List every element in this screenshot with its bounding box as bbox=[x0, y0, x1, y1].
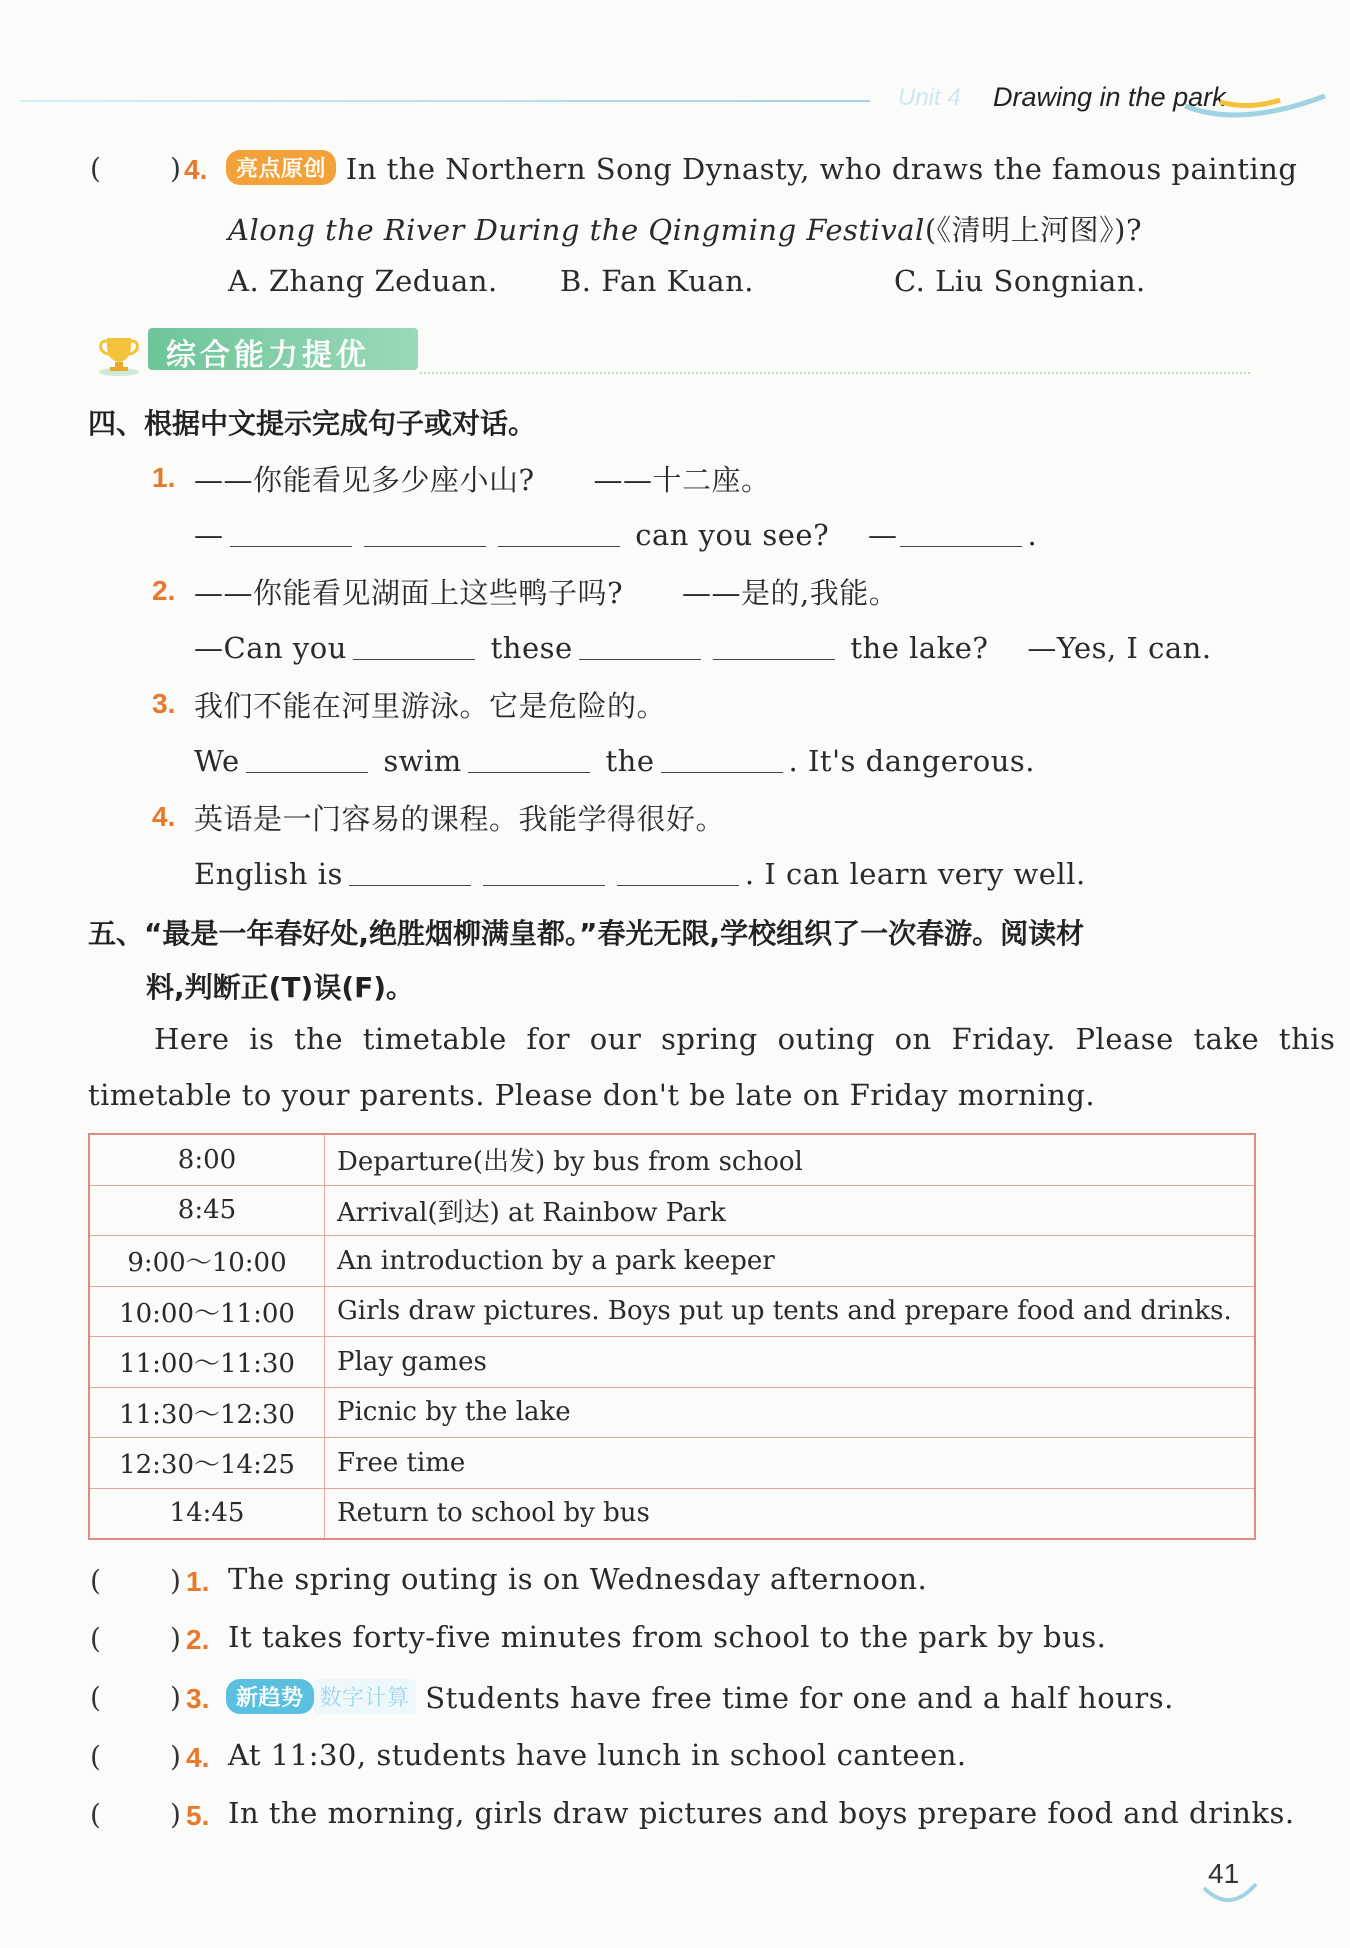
event-cell: Play games bbox=[325, 1337, 1256, 1388]
header-swoosh-icon bbox=[1180, 88, 1330, 128]
time-cell: 8:45 bbox=[89, 1185, 325, 1236]
question-number: 4. bbox=[184, 154, 208, 185]
item-en bbox=[194, 857, 1086, 891]
event-cell: Free time bbox=[325, 1438, 1256, 1489]
table-row bbox=[89, 1387, 1255, 1438]
event-cell: Return to school by bus bbox=[325, 1488, 1256, 1539]
trend-tag: 新趋势 bbox=[226, 1679, 314, 1714]
question-text: In the Northern Song Dynasty, who draws the famous painting bbox=[345, 152, 1298, 186]
page-corner-arc-icon bbox=[1200, 1880, 1260, 1910]
event-cell: Arrival(到达) at Rainbow Park bbox=[325, 1185, 1256, 1236]
question-text: In the morning, girls draw pictures and boys prepare food and drinks. bbox=[228, 1796, 1295, 1830]
answer-blank[interactable] bbox=[230, 524, 352, 547]
item-en-text: We bbox=[194, 744, 240, 778]
part4-heading: 四、根据中文提示完成句子或对话。 bbox=[88, 407, 537, 440]
item-en-text: the lake? bbox=[850, 631, 989, 665]
item-number: 2. bbox=[152, 575, 176, 606]
question-number: 3. bbox=[186, 1683, 210, 1714]
answer-blank[interactable] bbox=[246, 750, 368, 773]
answer-blank[interactable] bbox=[900, 524, 1022, 547]
item-en bbox=[194, 631, 1212, 665]
answer-blank[interactable] bbox=[349, 863, 471, 886]
timetable bbox=[88, 1133, 1256, 1540]
item-en bbox=[194, 744, 1035, 778]
answer-paren-open[interactable]: ( bbox=[90, 1798, 101, 1831]
item-number: 1. bbox=[152, 462, 176, 493]
table-row bbox=[89, 1236, 1255, 1287]
item-en-text: —Can you bbox=[194, 631, 347, 665]
question-text: Students have free time for one and a half hours. bbox=[425, 1681, 1174, 1715]
item-en-text: . bbox=[1027, 518, 1038, 552]
answer-paren-close: ) bbox=[170, 1564, 181, 1597]
item-en-text: these bbox=[490, 631, 573, 665]
question-number: 2. bbox=[186, 1624, 210, 1655]
item-number: 3. bbox=[152, 688, 176, 719]
option-b[interactable]: B. Fan Kuan. bbox=[560, 264, 754, 298]
trophy-icon bbox=[96, 332, 142, 376]
calc-tag: 数字计算 bbox=[314, 1679, 416, 1714]
question-number: 1. bbox=[186, 1566, 210, 1597]
item-cn: 我们不能在河里游泳。它是危险的。 bbox=[194, 689, 667, 723]
question-text: At 11:30, students have lunch in school canteen. bbox=[228, 1738, 967, 1772]
item-number: 4. bbox=[152, 801, 176, 832]
item-en-text: swim bbox=[383, 744, 462, 778]
time-cell: 11:30～12:30 bbox=[89, 1387, 325, 1438]
question-number: 4. bbox=[186, 1742, 210, 1773]
answer-blank[interactable] bbox=[498, 524, 620, 547]
event-cell: Picnic by the lake bbox=[325, 1387, 1256, 1438]
section-banner: 综合能力提优 bbox=[166, 338, 370, 373]
section-divider bbox=[420, 372, 1250, 374]
table-row bbox=[89, 1134, 1255, 1185]
header-title: Drawing in the park bbox=[993, 82, 1226, 112]
time-cell: 11:00～11:30 bbox=[89, 1337, 325, 1388]
header-rule bbox=[20, 100, 870, 102]
answer-paren-close: ) bbox=[170, 1798, 181, 1831]
original-tag: 亮点原创 bbox=[226, 150, 336, 185]
answer-paren-open[interactable]: ( bbox=[90, 1622, 101, 1655]
item-en-text: . I can learn very well. bbox=[744, 857, 1086, 891]
question-line bbox=[226, 150, 1297, 186]
time-cell: 14:45 bbox=[89, 1488, 325, 1539]
item-en-text: —Yes, I can. bbox=[1027, 631, 1212, 665]
answer-paren-open[interactable]: ( bbox=[90, 1681, 101, 1714]
option-c[interactable]: C. Liu Songnian. bbox=[894, 264, 1146, 298]
event-cell: Girls draw pictures. Boys put up tents and prepare food and drinks. bbox=[325, 1286, 1256, 1337]
item-cn: 英语是一门容易的课程。我能学得很好。 bbox=[194, 802, 726, 836]
time-cell: 12:30～14:25 bbox=[89, 1438, 325, 1489]
painting-title: Along the River During the Qingming Festival bbox=[228, 213, 925, 247]
event-cell: Departure(出发) by bus from school bbox=[325, 1134, 1256, 1185]
answer-paren-open[interactable]: ( bbox=[90, 152, 101, 185]
header-unit: Unit 4 bbox=[898, 84, 961, 111]
answer-paren-open[interactable]: ( bbox=[90, 1564, 101, 1597]
answer-blank[interactable] bbox=[468, 750, 590, 773]
event-cell: An introduction by a park keeper bbox=[325, 1236, 1256, 1287]
answer-blank[interactable] bbox=[364, 524, 486, 547]
question-text: It takes forty-five minutes from school to the park by bus. bbox=[228, 1620, 1107, 1654]
item-cn: ——你能看见多少座小山? ——十二座。 bbox=[194, 463, 771, 497]
item-en-text: . It's dangerous. bbox=[788, 744, 1036, 778]
answer-blank[interactable] bbox=[713, 637, 835, 660]
question-number: 5. bbox=[186, 1800, 210, 1831]
item-en-text: — bbox=[194, 518, 224, 552]
answer-paren-close: ) bbox=[170, 1681, 181, 1714]
passage-line-2: timetable to your parents. Please don't be late on Friday morning. bbox=[88, 1078, 1096, 1112]
item-en-text: can you see? bbox=[635, 518, 830, 552]
answer-blank[interactable] bbox=[617, 863, 739, 886]
table-row bbox=[89, 1438, 1255, 1489]
table-row bbox=[89, 1488, 1255, 1539]
answer-paren-close: ) bbox=[170, 152, 181, 185]
question-text: The spring outing is on Wednesday afternoon. bbox=[228, 1562, 928, 1596]
answer-blank[interactable] bbox=[661, 750, 783, 773]
answer-blank[interactable] bbox=[483, 863, 605, 886]
painting-title-cn: (《清明上河图》)? bbox=[924, 213, 1142, 247]
answer-paren-close: ) bbox=[170, 1622, 181, 1655]
answer-blank[interactable] bbox=[579, 637, 701, 660]
part5-heading-line2: 料,判断正(T)误(F)。 bbox=[146, 971, 415, 1004]
answer-blank[interactable] bbox=[353, 637, 475, 660]
time-cell: 10:00～11:00 bbox=[89, 1286, 325, 1337]
page-number: 41 bbox=[1208, 1858, 1240, 1889]
item-en bbox=[194, 518, 1037, 552]
table-row bbox=[89, 1185, 1255, 1236]
answer-paren-open[interactable]: ( bbox=[90, 1740, 101, 1773]
answer-paren-close: ) bbox=[170, 1740, 181, 1773]
part5-heading-line1: 五、“最是一年春好处,绝胜烟柳满皇都。”春光无限,学校组织了一次春游。阅读材 bbox=[88, 917, 1085, 950]
table-row bbox=[89, 1286, 1255, 1337]
item-en-text: — bbox=[868, 518, 898, 552]
passage-line-1: Here is the timetable for our spring outing on Friday. Please take this bbox=[154, 1022, 1336, 1056]
time-cell: 9:00～10:00 bbox=[89, 1236, 325, 1287]
question-line bbox=[226, 1679, 1174, 1715]
item-en-text: the bbox=[605, 744, 655, 778]
item-cn: ——你能看见湖面上这些鸭子吗? ——是的,我能。 bbox=[194, 576, 899, 610]
item-en-text: English is bbox=[194, 857, 343, 891]
time-cell: 8:00 bbox=[89, 1134, 325, 1185]
option-a[interactable]: A. Zhang Zeduan. bbox=[228, 264, 498, 298]
question-line-2 bbox=[228, 208, 1142, 249]
table-row bbox=[89, 1337, 1255, 1388]
